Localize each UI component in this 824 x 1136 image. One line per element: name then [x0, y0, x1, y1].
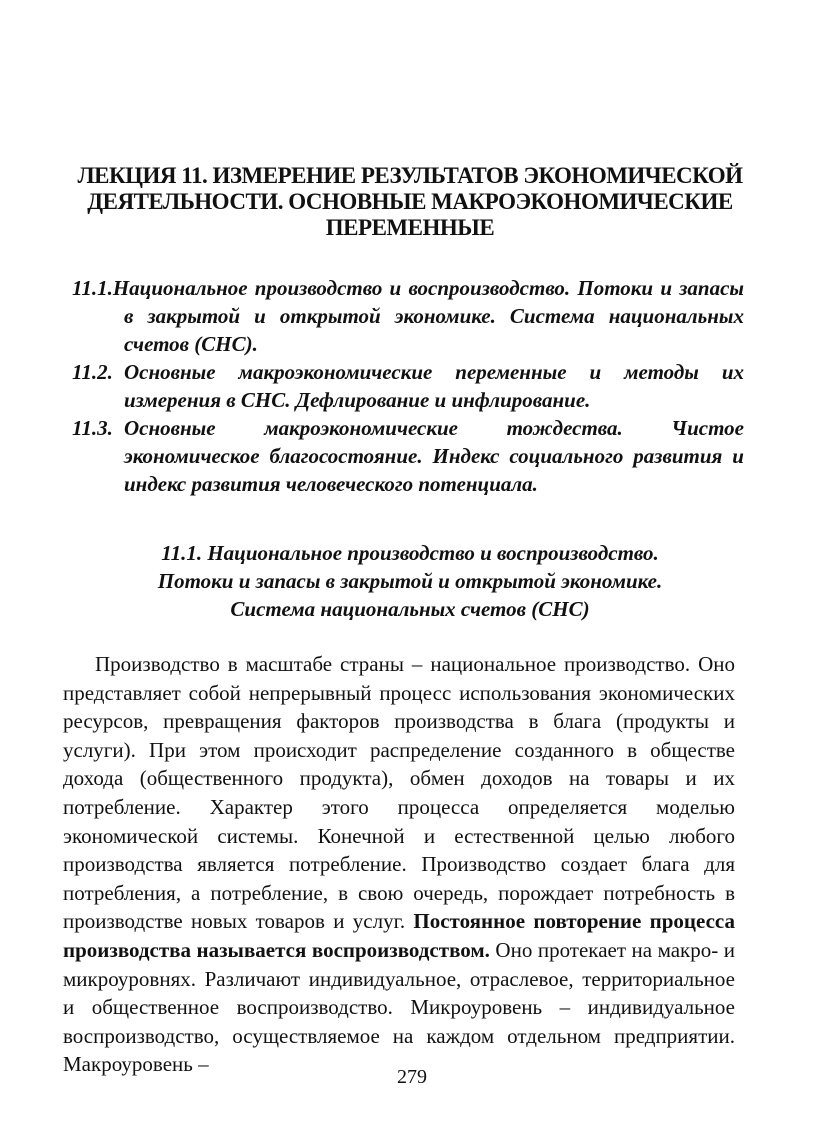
outline-item-11-3 — [72, 414, 744, 498]
lecture-title — [60, 163, 760, 241]
lecture-title-line-1: ЛЕКЦИЯ 11. ИЗМЕРЕНИЕ РЕЗУЛЬТАТОВ ЭКОНОМИЧЕСКОЙ — [77, 163, 743, 188]
body-definition-bold: Постоянное повторение процесса производства называется воспроизводством. — [63, 909, 736, 962]
body-paragraph — [63, 650, 735, 1079]
section-heading-line-3: Система национальных счетов (СНС) — [230, 597, 590, 621]
page-number: 279 — [397, 1066, 427, 1088]
outline-item-number: 11.2. — [72, 360, 113, 384]
outline-item-number: 11.1. — [72, 276, 113, 300]
lecture-title-line-2: ДЕЯТЕЛЬНОСТИ. ОСНОВНЫЕ МАКРОЭКОНОМИЧЕСКИЕ — [87, 189, 733, 214]
outline-item-text: Основные макроэкономические тождества. Чистое экономическое благосостояние. Индекс социального развития и индекс развития человеческого потенциала. — [124, 416, 744, 496]
section-heading-line-1: 11.1. Национальное производство и воспроизводство. — [161, 541, 659, 565]
outline-item-text: Национальное производство и воспроизводство. Потоки и запасы в закрытой и открытой экономике. Система национальных счетов (СНС). — [112, 276, 744, 356]
lecture-title-line-3: ПЕРЕМЕННЫЕ — [325, 215, 495, 240]
section-heading-line-2: Потоки и запасы в закрытой и открытой экономике. — [157, 569, 663, 593]
body-text-part-2: Оно протекает на макро- и микроуровнях. Различают индивидуальное, отраслевое, территориальное и общественное воспроизводство. Микроуровень – индивидуальное воспроизводство, осуществляемое на каждом отдельном предприятии. Макроуровень – — [63, 937, 735, 1077]
section-heading — [60, 539, 760, 623]
outline-item-number: 11.3. — [72, 416, 113, 440]
outline-item-11-2 — [72, 358, 744, 414]
body-text-part-1: Производство в масштабе страны – национальное производство. Оно представляет собой непрерывный процесс использования экономических ресурсов, превращения факторов производства в блага (продукты и услуги). При этом происходит распределение созданного в обществе дохода (общественного продукта), обмен доходов на товары и их потребление. Характер этого процесса определяется моделью экономической системы. Конечной и естественной целью любого производства является потребление. Производство создает блага для потребления, а потребление, в свою очередь, порождает потребность в производстве новых товаров и услуг. — [63, 652, 735, 934]
lecture-outline — [72, 274, 744, 498]
outline-item-text: Основные макроэкономические переменные и методы их измерения в СНС. Дефлирование и инфлирование. — [124, 360, 744, 412]
outline-item-11-1 — [72, 274, 744, 358]
